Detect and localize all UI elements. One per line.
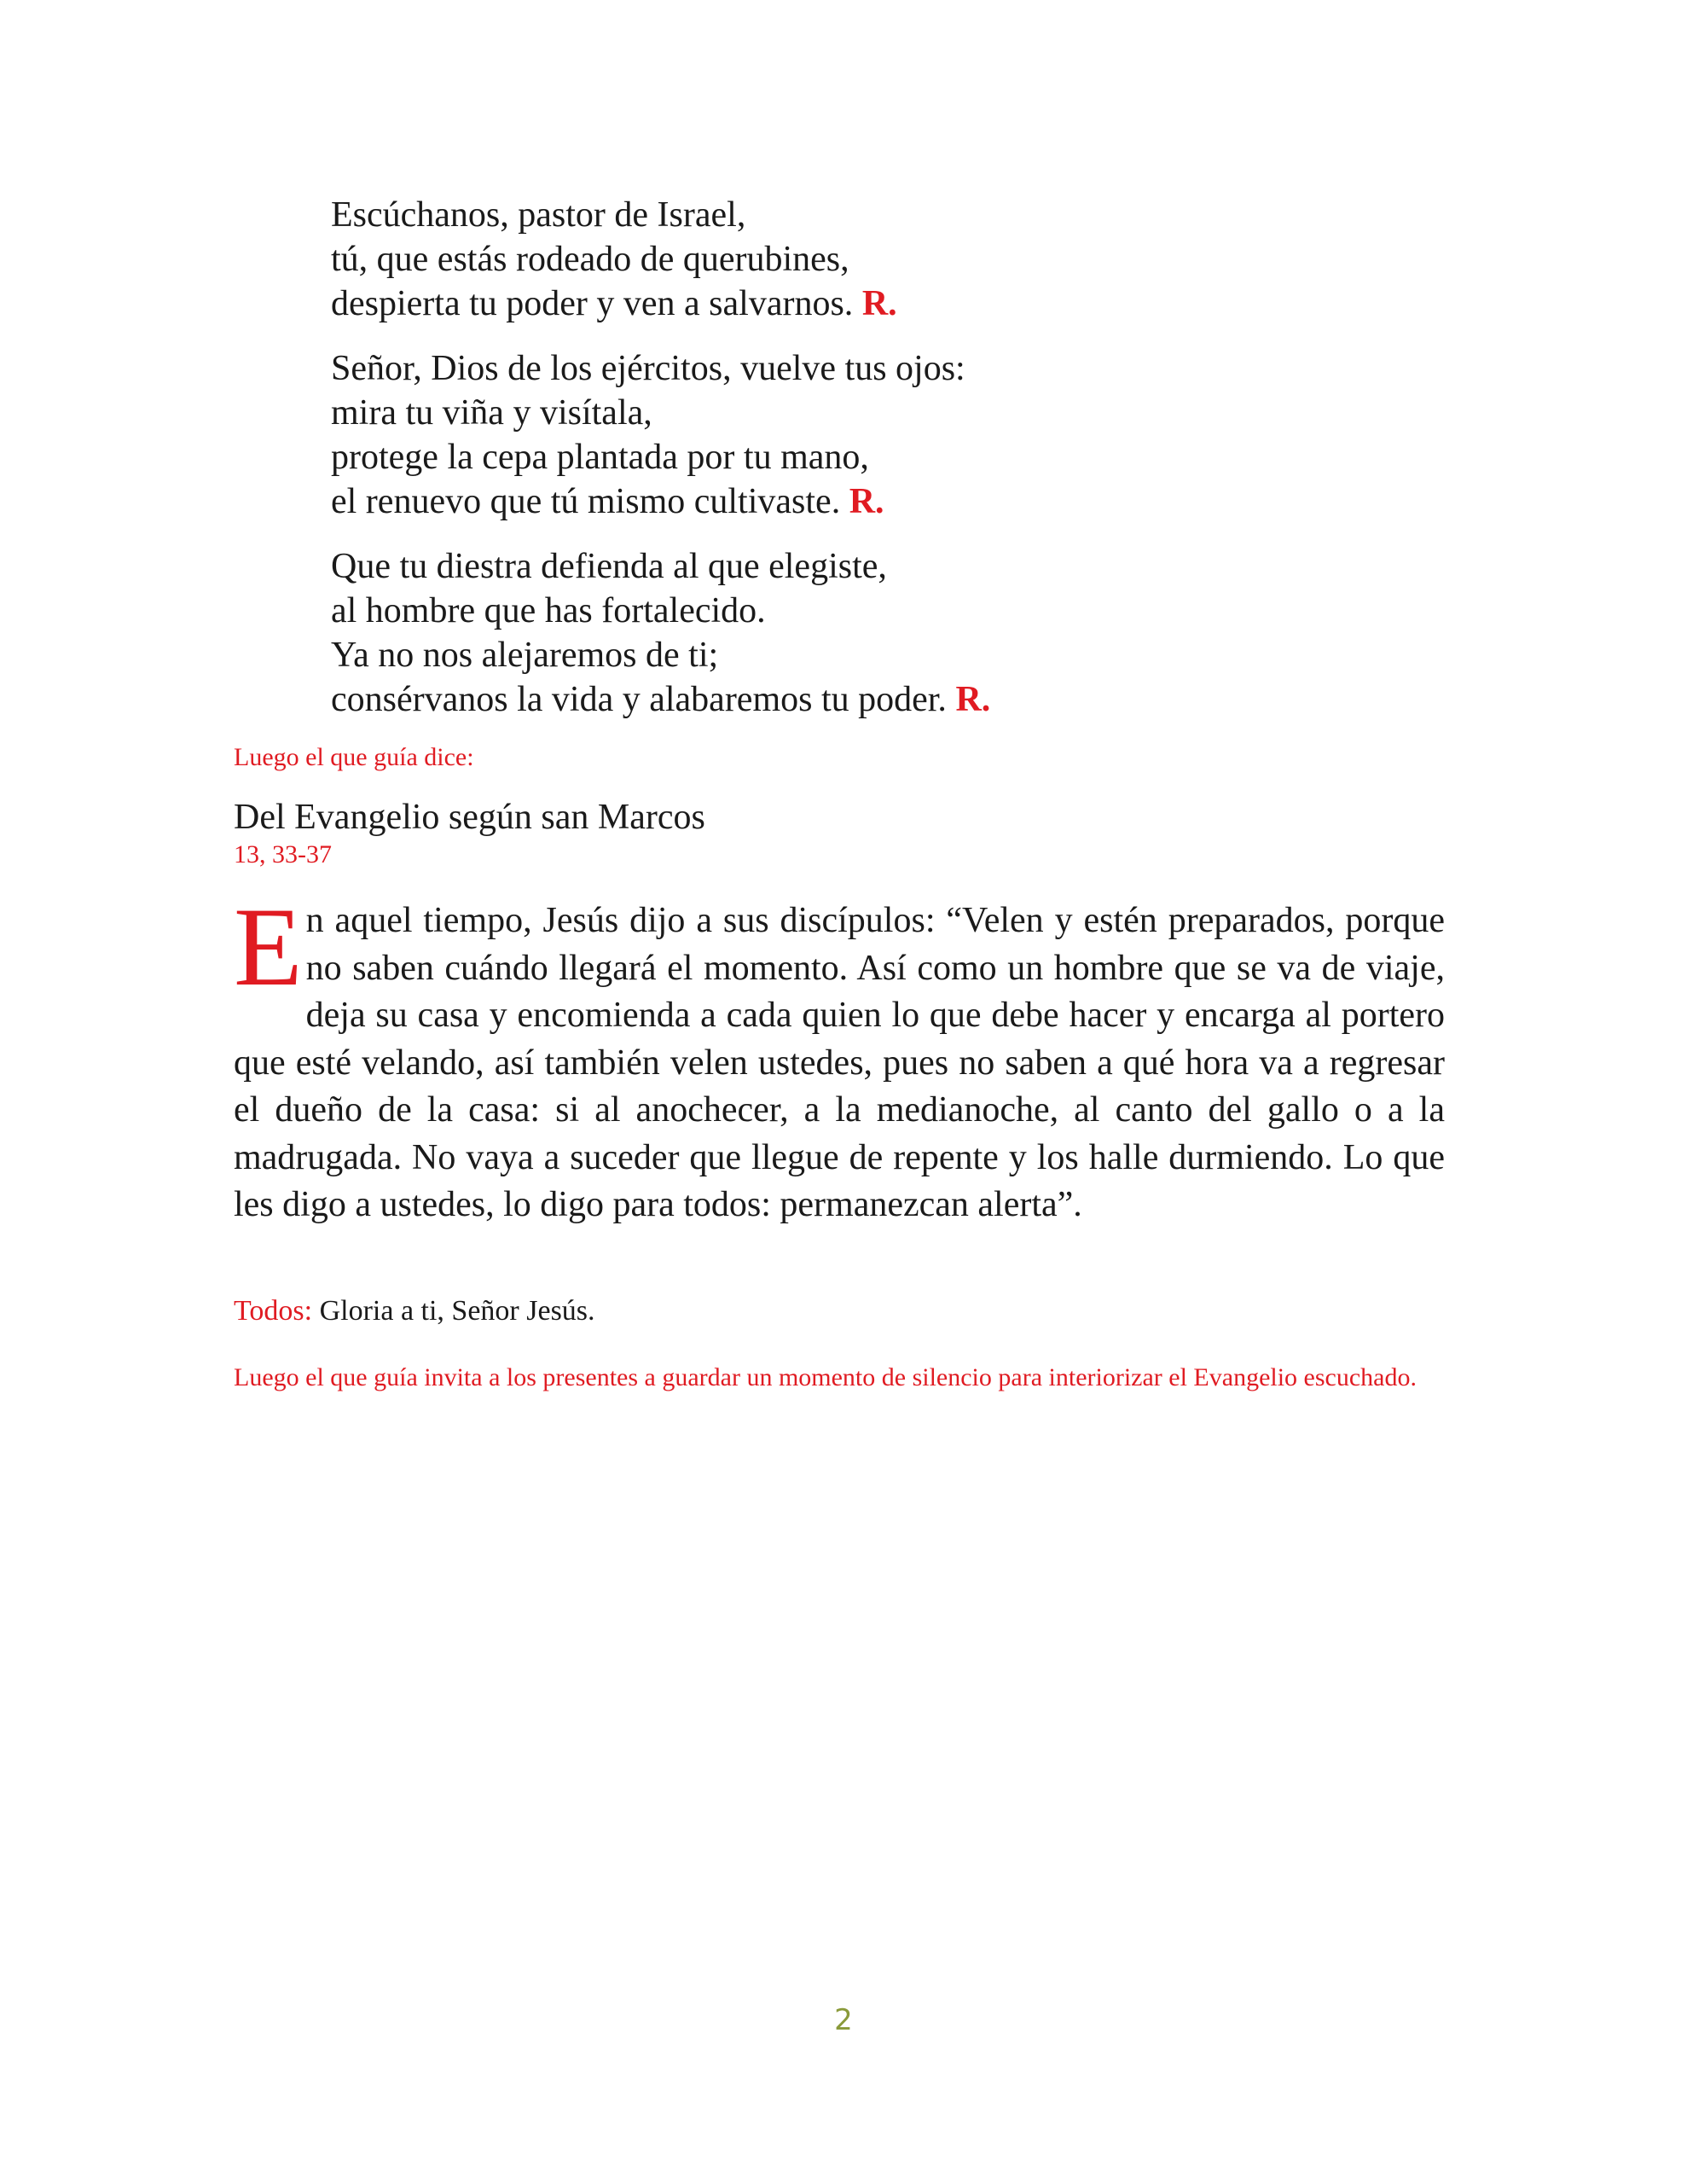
drop-cap: E — [234, 884, 303, 1009]
stanza-line: Ya no nos alejaremos de ti; — [331, 636, 719, 675]
stanza-line-text: consérvanos la vida y alabaremos tu poder. — [331, 680, 947, 719]
stanza-line — [331, 282, 1525, 326]
psalm-section — [331, 193, 1525, 742]
psalm-stanza-2 — [331, 346, 1525, 524]
response-mark: R. — [861, 284, 897, 323]
stanza-line — [331, 479, 1525, 524]
response-mark: R. — [849, 482, 884, 521]
rubric-silence: Luego el que guía invita a los presentes a guardar un momento de silencio para interiorizar el Evangelio escuchado. — [234, 1363, 1417, 1391]
psalm-stanza-3 — [331, 544, 1525, 722]
psalm-stanza-1 — [331, 193, 1525, 326]
acclamation-text: Gloria a ti, Señor Jesús. — [319, 1295, 595, 1327]
stanza-line: mira tu viña y visítala, — [331, 393, 652, 433]
stanza-line: tú, que estás rodeado de querubines, — [331, 240, 849, 279]
response-mark: R. — [955, 680, 991, 719]
stanza-line-text: el renuevo que tú mismo cultivaste. — [331, 482, 841, 521]
stanza-line: al hombre que has fortalecido. — [331, 591, 766, 630]
stanza-line — [331, 677, 1525, 722]
stanza-line: Que tu diestra defienda al que elegiste, — [331, 547, 887, 586]
acclamation — [234, 1293, 595, 1329]
gospel-text — [234, 884, 1445, 1229]
gospel-title: Del Evangelio según san Marcos — [234, 798, 705, 837]
stanza-line-text: despierta tu poder y ven a salvarnos. — [331, 284, 854, 323]
page-number: 2 — [834, 2003, 853, 2037]
acclamation-speaker: Todos: — [234, 1295, 313, 1327]
stanza-line: Escúchanos, pastor de Israel, — [331, 195, 746, 235]
gospel-reference: 13, 33-37 — [234, 840, 332, 868]
stanza-line: Señor, Dios de los ejércitos, vuelve tus ojos: — [331, 349, 965, 388]
gospel-text-body: n aquel tiempo, Jesús dijo a sus discípulos: “Velen y estén preparados, porque no saben cuándo llegará el momento. Así como un hombre que se va de viaje, deja su casa y encomienda a cada quien lo que debe hacer y encarga al portero que esté velando, así también velen ustedes, pues no saben a qué hora va a regresar el dueño de la casa: si al anochecer, a la medianoche, al canto del gallo o a la madrugada. No vaya a suceder que llegue de repente y los halle durmiendo. Lo que les digo a ustedes, lo digo para todos: permanezcan alerta”. — [234, 901, 1445, 1224]
rubric-guide-says: Luego el que guía dice: — [234, 743, 474, 771]
stanza-line: protege la cepa plantada por tu mano, — [331, 438, 869, 477]
